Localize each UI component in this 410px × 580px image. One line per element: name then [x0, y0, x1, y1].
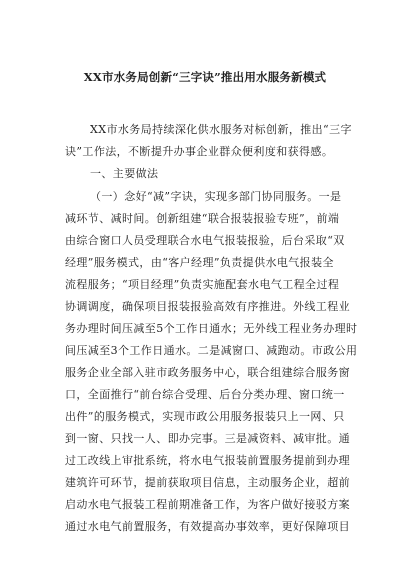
body-line: 减环节、减时间。创新组建“联合报装报验专班”，前端	[65, 212, 340, 225]
intro-line: 诀”工作法，不断提升办事企业群众便利度和获得感。	[65, 145, 334, 158]
body-line: 务办理时间压减至5个工作日通水；无外线工程业务办理时	[65, 322, 358, 335]
body-line: 间压减至3个工作日通水。二是减窗口、减跑动。市政公用	[65, 344, 358, 357]
body-line: 流程服务；“项目经理”负责实施配套水电气工程全过程	[65, 278, 340, 291]
intro-line: XX市水务局持续深化供水服务对标创新，推出“三字	[90, 123, 352, 136]
body-line: 协调调度，确保项目报装报验高效有序推进。外线工程业	[65, 300, 350, 313]
body-line: 到一窗、只找一人、即办完事。三是减资料、减审批。通	[65, 432, 350, 445]
body-line: 经理”服务模式，由“客户经理”负责提供水电气报装全	[65, 256, 334, 269]
document-title: XX市水务局创新“三字诀”推出用水服务新模式	[83, 70, 327, 84]
body-line: 启动水电气报装工程前期准备工作，为客户做好接驳方案	[65, 498, 350, 511]
body-line: 通过水电气前置服务，有效提高办事效率，更好保障项目	[65, 520, 350, 533]
body-line: 口，全面推行“前台综合受理、后台分类办理、窗口统一	[65, 388, 345, 401]
body-line: 由综合窗口人员受理联合水电气报装报验，后台采取“双	[65, 234, 345, 247]
body-line: 服务企业全部入驻市政务服务中心，联合组建综合服务窗	[65, 366, 350, 379]
body-line: 建筑许可环节，提前获取项目信息，主动服务企业，超前	[65, 476, 350, 489]
body-line: 过工改线上审批系统，将水电气报装前置服务提前到办理	[65, 454, 350, 467]
body-line: 出件”的服务模式，实现市政公用服务报装只上一网、只	[65, 410, 345, 423]
body-line: （一）念好“减”字诀，实现多部门协同服务。一是	[90, 190, 342, 203]
section-heading: 一、主要做法	[90, 167, 159, 180]
